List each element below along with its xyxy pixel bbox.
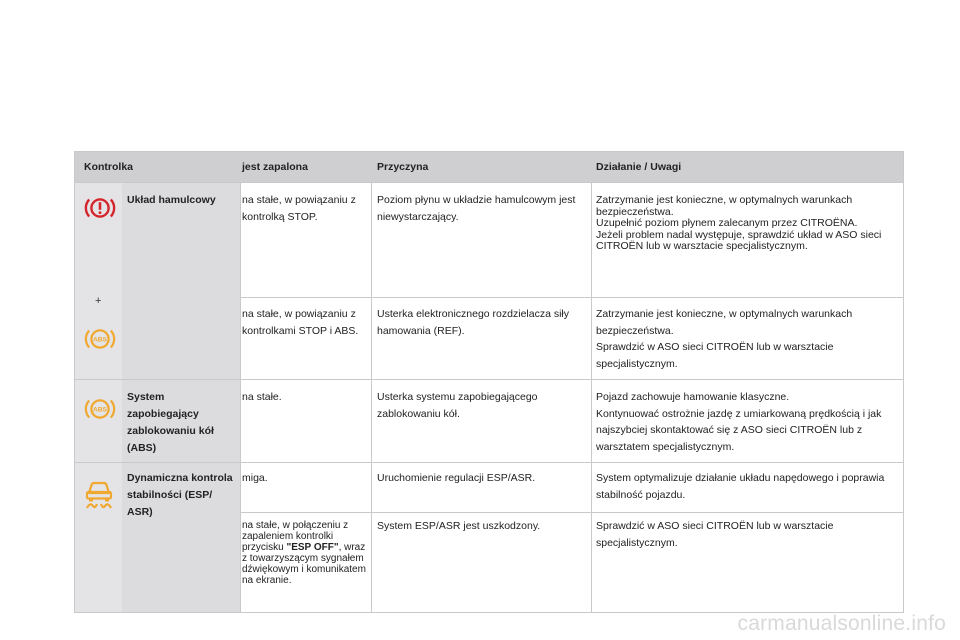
divider [75, 379, 903, 380]
divider [371, 182, 372, 612]
abs-icon-text: ABS [93, 406, 107, 414]
action-line: Kontynuować ostrożnie jazdę z umiarkowaną prędkością i jak najszybciej skontaktować się z ASO sieci CITROËN lub z warsztatem specjalistycznym. [596, 407, 882, 453]
lit-esp-row2 [242, 520, 370, 586]
divider [240, 182, 241, 612]
cause-esp-row1: Uruchomienie regulacji ESP/ASR. [377, 472, 536, 484]
action-abs [596, 389, 901, 455]
action-line: Jeżeli problem nadal występuje, sprawdzić układ w ASO sieci CITROËN lub w warsztacie specjalistycznym. [596, 228, 882, 252]
row-name-esp: Dynamiczna kontrola stabilności (ESP/ ASR) [127, 472, 233, 518]
action-line: Zatrzymanie jest konieczne, w optymalnych warunkach bezpieczeństwa. [596, 194, 853, 218]
warning-lights-table [74, 151, 904, 613]
lit-text: , wraz z towarzyszącym sygnałem dźwiękowym i komunikatem na ekranie. [242, 542, 366, 586]
action-line: Pojazd zachowuje hamowanie klasyczne. [596, 391, 790, 403]
cause-brake-row1: Poziom płynu w układzie hamulcowym jest niewystarczający. [377, 194, 576, 223]
esp-car-skid-icon [83, 476, 115, 510]
cause-abs: Usterka systemu zapobiegającego zablokowaniu kół. [377, 391, 538, 420]
lit-esp-row1: miga. [242, 472, 268, 484]
header-kontrolka: Kontrolka [84, 161, 134, 173]
lit-abs: na stałe. [242, 391, 282, 403]
header-dzialanie: Działanie / Uwagi [596, 161, 682, 173]
lit-brake-row1: na stałe, w powiązaniu z kontrolką STOP. [242, 194, 356, 223]
divider [240, 297, 903, 298]
action-esp-row2: Sprawdzić w ASO sieci CITROËN lub w warsztacie specjalistycznym. [596, 520, 834, 549]
action-esp-row1: System optymalizuje działanie układu napędowego i poprawia stabilność pojazdu. [596, 472, 885, 501]
divider [240, 512, 903, 513]
action-line: Sprawdzić w ASO sieci CITROËN lub w warsztacie specjalistycznym. [596, 341, 834, 370]
brake-warning-icon [84, 194, 116, 222]
watermark: carmanualsonline.info [737, 612, 946, 635]
row-name-abs: System zapobiegający zablokowaniu kół (ABS) [127, 391, 214, 454]
abs-warning-icon [84, 395, 116, 423]
cause-esp-row2: System ESP/ASR jest uszkodzony. [377, 520, 541, 532]
plus-sign: + [95, 295, 102, 307]
action-line: Uzupełnić poziom płynem zalecanym przez CITROËNA. [596, 217, 858, 229]
cause-brake-row2: Usterka elektronicznego rozdzielacza siły hamowania (REF). [377, 308, 569, 337]
action-brake-row1 [596, 195, 901, 253]
lit-text: na stałe, w połączeniu z zapaleniem kontrolki przycisku [242, 520, 349, 553]
lit-brake-row2: na stałe, w powiązaniu z kontrolkami STOP i ABS. [242, 308, 359, 337]
row-name-brake: Układ hamulcowy [127, 194, 216, 206]
abs-icon-text: ABS [93, 336, 107, 344]
action-line: Zatrzymanie jest konieczne, w optymalnych warunkach bezpieczeństwa. [596, 308, 853, 337]
table-header [75, 152, 903, 182]
abs-warning-icon [84, 325, 116, 353]
name-cell-brake [122, 183, 240, 379]
header-jest-zapalona: jest zapalona [242, 161, 308, 173]
divider [75, 462, 903, 463]
divider [591, 182, 592, 612]
divider [75, 182, 903, 183]
header-przyczyna: Przyczyna [377, 161, 429, 173]
action-brake-row2 [596, 306, 901, 372]
esp-off-label: "ESP OFF" [286, 542, 339, 553]
